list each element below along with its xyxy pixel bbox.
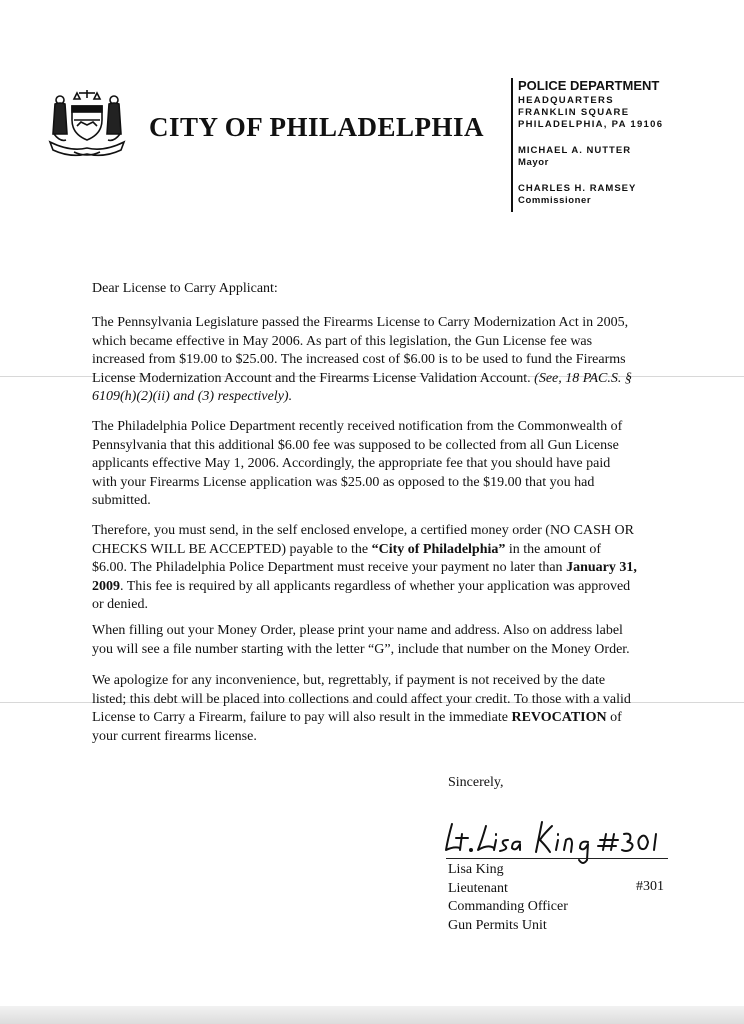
paragraph-1 <box>92 314 672 407</box>
signer-block <box>448 861 568 935</box>
mayor-name: MICHAEL A. NUTTER <box>518 145 632 156</box>
paragraph-4 <box>92 622 672 659</box>
salutation-text: Dear License to Carry Applicant: <box>92 281 278 296</box>
paragraph-line: Pennsylvania that this additional $6.00 fee was supposed to be collected from all Gun License <box>92 437 619 453</box>
text-run: License Modernization Account and the Firearms License Validation Account. <box>92 370 535 386</box>
paragraph-5 <box>92 672 672 746</box>
paragraph-line: listed; this debt will be placed into collections and could affect your credit. To those with a valid <box>92 691 631 707</box>
paragraph-line <box>92 578 672 597</box>
deadline-year: 2009 <box>92 578 120 594</box>
paragraph-3 <box>92 522 672 615</box>
paragraph-line: you will see a file number starting with the letter “G”, include that number on the Money Order. <box>92 641 630 657</box>
scan-bottom-edge <box>0 1006 744 1024</box>
commissioner-title: Commissioner <box>518 195 592 206</box>
text-run: . This fee is required by all applicants regardless of whether your application was approved <box>120 578 631 594</box>
text-run: $6.00. The Philadelphia Police Department must receive your payment no later than <box>92 560 567 575</box>
paragraph-line <box>92 559 672 578</box>
address-line: HEADQUARTERS <box>518 95 614 106</box>
payee-name: “City of Philadelphia” <box>371 541 506 557</box>
city-title: CITY OF PHILADELPHIA <box>149 112 485 142</box>
paragraph-line: The Philadelphia Police Department recently received notification from the Commonwealth of <box>92 419 623 434</box>
text-run: License to Carry a Firearm, failure to pay will also result in the immediate <box>92 710 512 725</box>
paragraph-line <box>92 388 672 407</box>
signer-rank: Lieutenant <box>448 880 508 896</box>
paragraph-line: submitted. <box>92 493 151 508</box>
paragraph-line: your current firearms license. <box>92 728 257 744</box>
commissioner-name: CHARLES H. RAMSEY <box>518 183 637 194</box>
signer-unit: Gun Permits Unit <box>448 917 547 933</box>
paragraph-line: increased from $19.00 to $25.00. The increased cost of $6.00 is to be used to fund the Firearms <box>92 352 626 367</box>
statute-citation: 6109(h)(2)(ii) and (3) respectively). <box>92 389 293 404</box>
badge-number: #301 <box>636 879 664 894</box>
paragraph-line: Therefore, you must send, in the self enclosed envelope, a certified money order (NO CASH OR <box>92 523 634 538</box>
paragraph-line <box>92 370 672 389</box>
revocation-warning: REVOCATION <box>511 710 607 725</box>
paragraph-line: applicants effective May 1, 2006. Accordingly, the appropriate fee that you should have paid <box>92 456 611 471</box>
salutation <box>92 280 672 299</box>
closing-sincerely: Sincerely, <box>448 775 504 790</box>
paragraph-line: or denied. <box>92 597 148 612</box>
address-line: PHILADELPHIA, PA 19106 <box>518 119 664 130</box>
deadline-date: January 31, <box>566 560 637 575</box>
city-seal-icon <box>44 86 130 162</box>
signer-name: Lisa King <box>448 862 504 877</box>
department-name: POLICE DEPARTMENT <box>518 78 660 93</box>
text-run: CHECKS WILL BE ACCEPTED) payable to the <box>92 541 372 557</box>
signature-line <box>446 858 668 859</box>
header-divider <box>511 78 513 212</box>
statute-citation: (See, 18 PAC.S. § <box>534 370 632 386</box>
text-run: of <box>606 710 622 725</box>
address-line: FRANKLIN SQUARE <box>518 107 630 118</box>
paragraph-2 <box>92 418 672 511</box>
paragraph-line: When filling out your Money Order, please print your name and address. Also on address label <box>92 623 623 638</box>
paragraph-line: The Pennsylvania Legislature passed the Firearms License to Carry Modernization Act in 2005, <box>92 315 629 330</box>
signer-title: Commanding Officer <box>448 899 568 914</box>
paragraph-line: which became effective in May 2006. As part of this legislation, the Gun License fee was <box>92 333 593 349</box>
mayor-title: Mayor <box>518 157 549 168</box>
text-run: in the amount of <box>505 541 602 557</box>
paragraph-line: We apologize for any inconvenience, but, regrettably, if payment is not received by the date <box>92 673 606 688</box>
paragraph-line <box>92 541 672 560</box>
handwritten-signature <box>438 816 668 864</box>
paragraph-line <box>92 709 672 728</box>
paragraph-line: with your Firearms License application was $25.00 as opposed to the $19.00 that you had <box>92 474 595 490</box>
